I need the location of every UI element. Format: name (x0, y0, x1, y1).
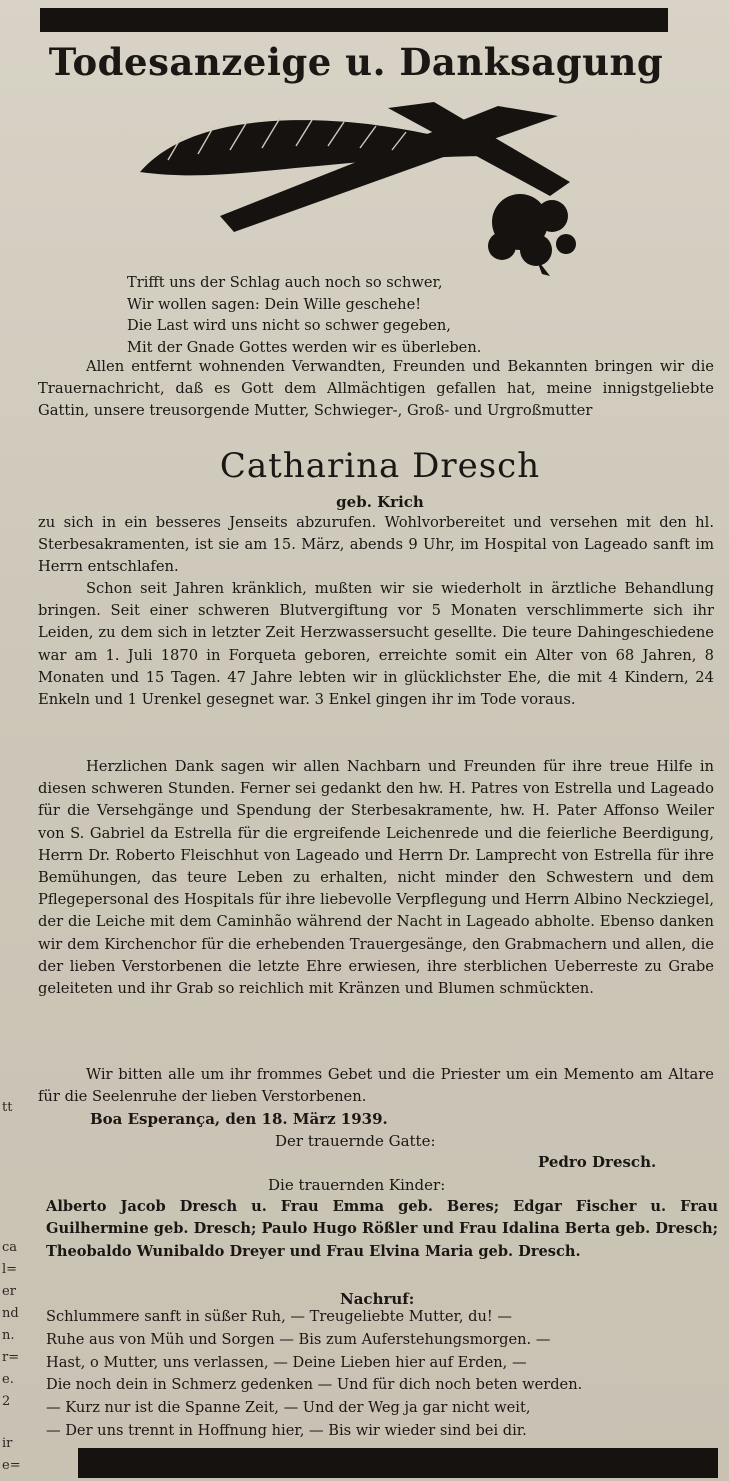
verse-line: Wir wollen sagen: Dein Wille geschehe! (127, 295, 422, 313)
margin-fragment: e. (2, 1372, 14, 1387)
margin-fragment: l= (2, 1262, 18, 1277)
margin-fragment: ir (2, 1436, 13, 1451)
margin-fragment: ca (2, 1240, 18, 1255)
verse-line: Die Last wird uns nicht so schwer gegeben, (127, 317, 451, 334)
place-and-date: Boa Esperança, den 18. März 1939. (90, 1110, 388, 1128)
nachruf-line: Ruhe aus von Müh und Sorgen — Bis zum Auferstehungsmorgen. — (46, 1330, 551, 1348)
margin-fragment: r= (2, 1350, 20, 1365)
intro-paragraph: Allen entfernt wohnenden Verwandten, Freunden und Bekannten bringen wir die Trauernachricht, daß es Gott dem Allmächtigen gefallen hat, meine innigstgeliebte Gattin, unsere treusorgende Mutter, Schwieger-, Groß- und Urgroßmutter (38, 358, 714, 420)
top-black-rule (40, 8, 668, 32)
margin-fragment: nd (2, 1306, 19, 1321)
nachruf-line: Hast, o Mutter, uns verlassen, — Deine Lieben hier auf Erden, — (46, 1353, 527, 1371)
nachruf-line: — Kurz nur ist die Spanne Zeit, — Und der Weg ja gar nicht weit, (46, 1399, 531, 1417)
margin-fragment: 2 (2, 1394, 11, 1409)
children-list: Alberto Jacob Dresch u. Frau Emma geb. Beres; Edgar Fischer u. Frau Guilhermine geb. Dresch; Paulo Hugo Rößler und Frau Idalina Berta geb. Dresch; Theobaldo Wunibaldo Dreyer und Frau Elvina Maria geb. Dresch. (46, 1198, 718, 1260)
cross-and-palm-frond-emblem-icon (138, 98, 590, 278)
bottom-black-rule (78, 1448, 718, 1478)
verse-line: Mit der Gnade Gottes werden wir es überleben. (127, 338, 482, 356)
memorial-verse (127, 272, 607, 358)
margin-fragment: e= (2, 1458, 21, 1473)
husband-name: Pedro Dresch. (538, 1153, 657, 1171)
nachruf-poem (46, 1306, 718, 1443)
margin-fragment: er (2, 1284, 16, 1299)
verse-line: Trifft uns der Schlag auch noch so schwer, (127, 274, 443, 291)
children-label: Die trauernden Kinder: (268, 1176, 446, 1194)
prayer-paragraph: Wir bitten alle um ihr frommes Gebet und die Priester um ein Memento am Altare für die Seelenruhe der lieben Verstorbenen. (38, 1066, 714, 1106)
page-title: Todesanzeige u. Danksagung (48, 40, 664, 84)
margin-fragment: tt (2, 1100, 13, 1115)
illness-paragraph: Schon seit Jahren kränklich, mußten wir sie wiederholt in ärztliche Behandlung bringen. Seit einer schweren Blutvergiftung vor 5 Monaten verschlimmerte sich ihr Leiden, zu dem sich in letzter Zeit Herzwassersucht gesellte. Die teure Dahingeschiedene war am 1. Juli 1870 in Forqueta geboren, erreichte somit ein Alter von 68 Jahren, 8 Monaten und 15 Tagen. 47 Jahre lebten wir in glücklichster Ehe, die mit 4 Kindern, 24 Enkeln und 1 Urenkel gesegnet war. 3 Enkel gingen ihr im Tode voraus. (38, 580, 714, 709)
death-paragraph: zu sich in ein besseres Jenseits abzurufen. Wohlvorbereitet und versehen mit den hl. Sterbesakramenten, ist sie am 15. März, abends 9 Uhr, im Hospital von Lageado sanft im Herrn entschlafen. (38, 514, 714, 576)
deceased-name: Catharina Dresch (219, 446, 541, 486)
nachruf-line: Die noch dein in Schmerz gedenken — Und für dich noch beten werden. (46, 1376, 583, 1394)
margin-fragment: n. (2, 1328, 15, 1343)
nachruf-line: — Der uns trennt in Hoffnung hier, — Bis wir wieder sind bei dir. (46, 1421, 527, 1439)
nachruf-heading: Nachruf: (340, 1290, 415, 1308)
husband-label: Der trauernde Gatte: (275, 1132, 436, 1150)
maiden-name: geb. Krich (336, 493, 424, 511)
thanks-paragraph: Herzlichen Dank sagen wir allen Nachbarn und Freunden für ihre treue Hilfe in diesen schweren Stunden. Ferner sei gedankt den hw. H. Patres von Estrella und Lageado für die Versehgänge und Spendung der Sterbesakramente, hw. H. Pater Affonso Weiler von S. Gabriel da Estrella für die ergreifende Leichenrede und die feierliche Beerdigung, Herrn Dr. Roberto Fleischhut von Lageado und Herrn Dr. Lamprecht von Estrella für ihre Bemühungen, das teure Leben zu erhalten, nicht minder den Schwestern und dem Pflegepersonal des Hospitals für ihre liebevolle Verpflegung und Herrn Albino Neckziegel, der die Leiche mit dem Caminhão während der Nacht in Lageado abholte. Ebenso danken wir dem Kirchenchor für die erhebenden Trauergesänge, den Grabmachern und allen, die der lieben Verstorbenen die letzte Ehre erwiesen, ihre sterblichen Ueberreste zu Grabe geleiteten und ihr Grab so reichlich mit Kränzen und Blumen schmückten. (38, 758, 714, 998)
nachruf-line: Schlummere sanft in süßer Ruh, — Treugeliebte Mutter, du! — (46, 1308, 512, 1325)
